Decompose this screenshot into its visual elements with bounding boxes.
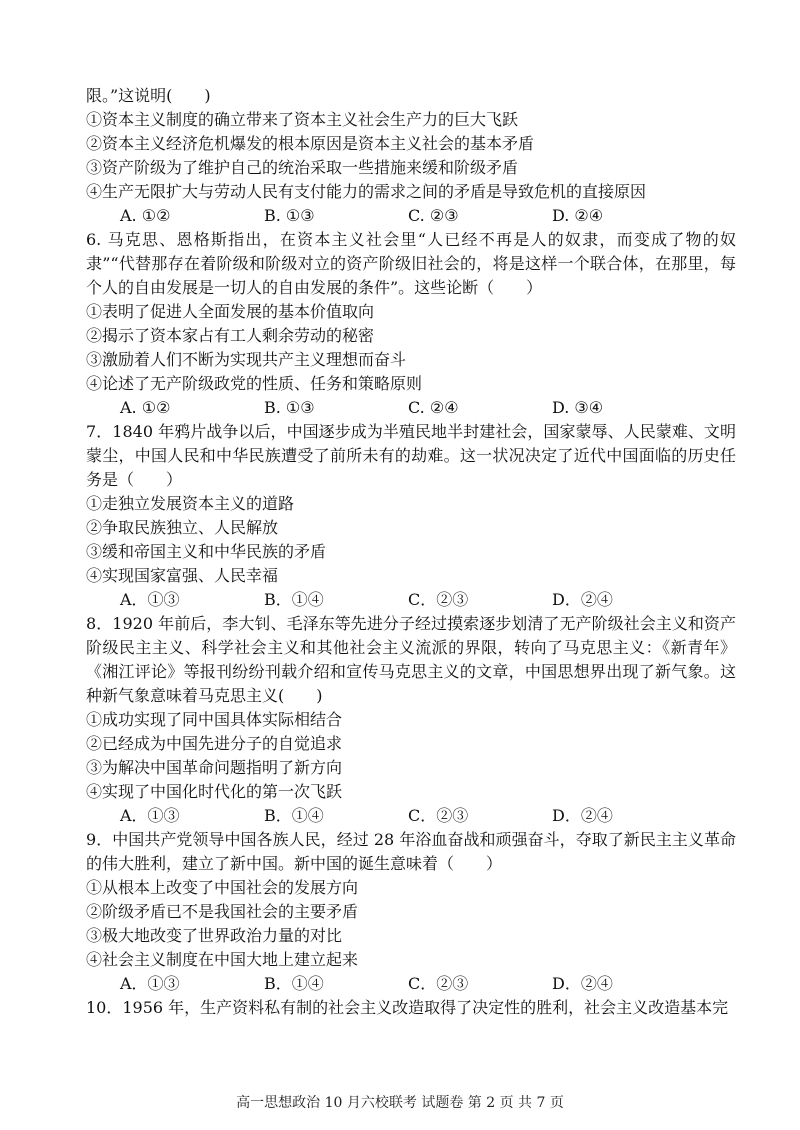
option-a: A．①③ [120,806,180,825]
option-c: C．②③ [408,974,469,993]
question-8 [86,612,736,828]
statement-2: ②已经成为中国先进分子的自觉追求 [86,734,343,753]
option-a: A．①③ [120,590,180,609]
statement-4: ④生产无限扩大与劳动人民有支付能力的需求之间的矛盾是导致危机的直接原因 [86,182,647,201]
question-9 [86,828,736,996]
option-c: C. ②④ [408,398,459,417]
option-d: D．②④ [552,590,613,609]
statement-3: ③为解决中国革命问题指明了新方向 [86,758,343,777]
answer-options [86,588,736,612]
question-5 [86,84,736,228]
statement-2: ②争取民族独立、人民解放 [86,518,279,537]
exam-page-body [86,84,736,1020]
option-d: D. ③④ [552,398,604,417]
question-stem: 7．1840 年鸦片战争以后，中国逐步成为半殖民地半封建社会，国家蒙辱、人民蒙难、文明蒙尘，中国人民和中华民族遭受了前所未有的劫难。这一状况决定了近代中国面临的历史任务是（ ） [86,422,736,489]
answer-options [86,972,736,996]
statement-1: ①资本主义制度的确立带来了资本主义社会生产力的巨大飞跃 [86,110,519,129]
question-stem: 限。”这说明( ) [86,86,211,105]
statement-3: ③缓和帝国主义和中华民族的矛盾 [86,542,327,561]
option-d: D. ②④ [552,206,604,225]
statement-1: ①从根本上改变了中国社会的发展方向 [86,878,359,897]
option-d: D．②④ [552,974,613,993]
statement-1: ①表明了促进人全面发展的基本价值取向 [86,302,375,321]
option-b: B．①④ [264,974,324,993]
answer-options [86,396,736,420]
option-c: C．②③ [408,806,469,825]
option-c: C. ②③ [408,206,459,225]
statement-1: ①走独立发展资本主义的道路 [86,494,295,513]
option-b: B．①④ [264,590,324,609]
option-b: B．①④ [264,806,324,825]
statement-2: ②揭示了资本家占有工人剩余劳动的秘密 [86,326,375,345]
statement-2: ②阶级矛盾已不是我国社会的主要矛盾 [86,902,359,921]
statement-4: ④社会主义制度在中国大地上建立起来 [86,950,359,969]
statement-4: ④实现国家富强、人民幸福 [86,566,279,585]
statement-3: ③激励着人们不断为实现共产主义理想而奋斗 [86,350,407,369]
question-stem: 6. 马克思、恩格斯指出，在资本主义社会里“人已经不再是人的奴隶，而变成了物的奴隶”“代替那存在着阶级和阶级对立的资产阶级旧社会的，将是这样一个联合体，在那里，每个人的自由发展是一切人的自由发展的条件”。这些论断（ ） [86,230,736,297]
answer-options [86,804,736,828]
question-10 [86,996,736,1020]
answer-options [86,204,736,228]
page-footer: 高一思想政治 10 月六校联考 试题卷 第 2 页 共 7 页 [236,1095,564,1111]
option-b: B. ①③ [264,398,315,417]
question-stem: 8．1920 年前后，李大钊、毛泽东等先进分子经过摸索逐步划清了无产阶级社会主义和资产阶级民主主义、科学社会主义和其他社会主义流派的界限，转向了马克思主义：《新青年》《湘江评论》等报刊纷纷刊载介绍和宣传马克思主义的文章，中国思想界出现了新气象。这种新气象意味着马克思主义( ) [86,614,736,705]
statement-1: ①成功实现了同中国具体实际相结合 [86,710,343,729]
option-a: A. ①② [120,206,171,225]
statement-4: ④实现了中国化时代化的第一次飞跃 [86,782,343,801]
question-stem: 10．1956 年，生产资料私有制的社会主义改造取得了决定性的胜利，社会主义改造基本完 [86,998,729,1017]
statement-3: ③资产阶级为了维护自己的统治采取一些措施来缓和阶级矛盾 [86,158,519,177]
option-c: C．②③ [408,590,469,609]
question-7 [86,420,736,612]
option-a: A．①③ [120,974,180,993]
option-a: A. ①② [120,398,171,417]
question-stem: 9．中国共产党领导中国各族人民，经过 28 年浴血奋战和顽强奋斗，夺取了新民主主义革命的伟大胜利，建立了新中国。新中国的诞生意味着（ ） [86,830,736,873]
option-b: B. ①③ [264,206,315,225]
statement-3: ③极大地改变了世界政治力量的对比 [86,926,343,945]
question-6 [86,228,736,420]
statement-4: ④论述了无产阶级政党的性质、任务和策略原则 [86,374,423,393]
option-d: D．②④ [552,806,613,825]
statement-2: ②资本主义经济危机爆发的根本原因是资本主义社会的基本矛盾 [86,134,535,153]
